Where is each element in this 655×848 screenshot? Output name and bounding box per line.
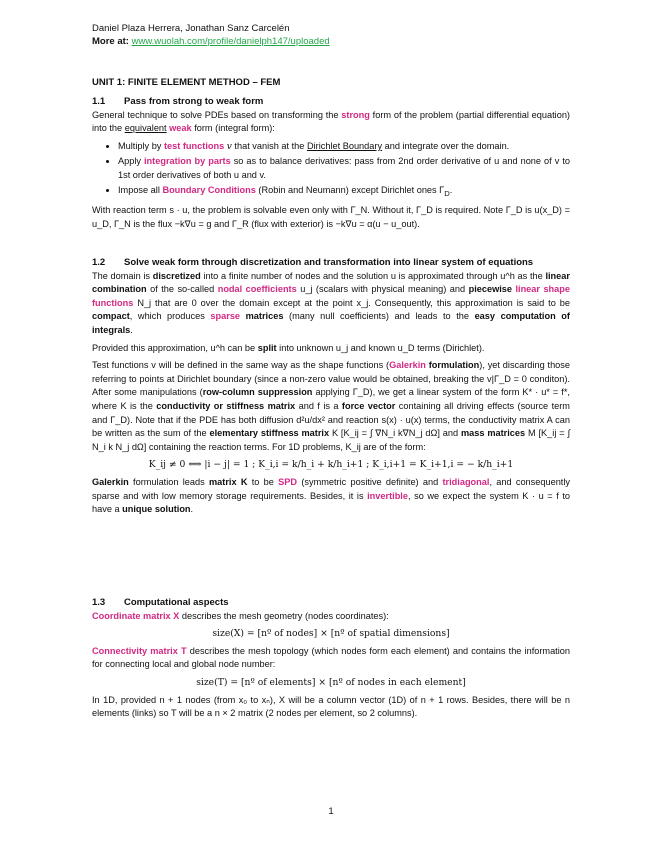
size-x-equation: size(X) = [nº of nodes] × [nº of spatial dimensions]	[212, 628, 450, 640]
spd-paragraph: Galerkin formulation leads matrix K to be SPD (symmetric positive definite) and tridiagonal, and consequently sparse and with low memory storage requirements. Besides, it is invertible, so we expect the system K · u = f to have a unique solution.	[92, 476, 570, 515]
section-1-1	[92, 95, 570, 235]
split-paragraph: Provided this approximation, u^h can be split into unknown u_j and known u_D terms (Dirichlet).	[92, 342, 485, 353]
reaction-note: With reaction term s · u, the problem is solvable even only with Γ_N. Without it, Γ_D is required. Note Γ_D is u(x_D) = u_D, Γ_N is the flux −k∇u = g and Γ_R (flux with exterior) is −k∇u = α(u − u_out).	[92, 204, 570, 229]
list-item: • Multiply by test functions v that vanish at the Dirichlet Boundary and integrate over the domain.	[118, 140, 570, 155]
document-page	[92, 0, 570, 848]
authors: Daniel Plaza Herrera, Jonathan Sanz Carcelén	[92, 23, 290, 34]
page-header	[92, 22, 330, 48]
section-1-3-heading: 1.3 Computational aspects	[92, 597, 229, 608]
discretization-paragraph: The domain is discretized into a finite number of nodes and the solution u is approximated through u^h as the linear combination of the so-called nodal coefficients u_j (scalars with physical meaning) and piecewise linear shape functions N_j that are 0 over the domain except at the point x_j. Consequently, this approximation is said to be compact, which produces sparse matrices (many null coefficients) and leads to the easy computation of integrals.	[92, 270, 570, 335]
more-at-line	[92, 35, 330, 48]
list-item: • Impose all Boundary Conditions (Robin and Neumann) except Dirichlet ones $\Gamma_D$.	[118, 184, 570, 200]
connectivity-matrix-paragraph: Connectivity matrix T describes the mesh topology (which nodes form each element) and contains the information for connecting local and global node number:	[92, 645, 570, 670]
more-at-label: More at:	[92, 36, 129, 47]
section-1-2	[92, 256, 570, 521]
galerkin-paragraph: Test functions v will be defined in the same way as the shape functions (Galerkin formulation), yet discarding those referring to points at Dirichlet boundary (since a non-zero value would be obtained, breaking the v|Γ_D = 0 conditon). After some manipulations (row-column suppression applying Γ_D), we get a linear system of the form K* · u* = f*, where K is the conductivity or stiffness matrix and f is a force vector containing all driving effects (source term and Γ_D). Note that if the PDE has both diffusion d²u/dx² and reaction s(x) · u(x) terms, the conductivity matrix A can be written as the sum of the elementary stiffness matrix K [K_ij = ∫ ∇N_i k∇N_j dΩ] and mass matrices M [K_ij = ∫ N_i k N_j dΩ] containing the reaction terms. For 1D problems, K_ij are of the form:	[92, 360, 570, 452]
stiffness-equation: K_ij ≠ 0 ⟺ |i − j| = 1 ; K_i,i = k/h_i + k/h_i+1 ; K_i,i+1 = K_i+1,i = − k/h_i+1	[148, 459, 514, 471]
section-number: 1.1	[92, 96, 106, 107]
unit-title: UNIT 1: FINITE ELEMENT METHOD – FEM	[92, 77, 281, 88]
section-1-2-heading: 1.2 Solve weak form through discretization and transformation into linear system of equations	[92, 257, 534, 268]
steps-list	[92, 140, 570, 200]
page-number: 1	[328, 806, 334, 817]
size-t-equation: size(T) = [nº of elements] × [nº of nodes in each element]	[196, 676, 466, 688]
profile-link[interactable]: www.wuolah.com/profile/danielph147/uploaded	[131, 36, 330, 47]
section-title: Pass from strong to weak form	[124, 96, 264, 107]
coordinate-matrix-paragraph: Coordinate matrix X describes the mesh geometry (nodes coordinates):	[92, 610, 389, 621]
section-1-3	[92, 596, 570, 725]
section-1-1-heading	[92, 95, 570, 109]
list-item: • Apply integration by parts so as to balance derivatives: pass from 2nd order derivative of u and none of v to 1st order derivatives of both u and v.	[118, 155, 570, 182]
final-paragraph: In 1D, provided n + 1 nodes (from x₀ to xₙ), X will be a column vector (1D) of n + 1 rows. Besides, there will be n elements (links) so T will be a n × 2 matrix (2 nodes per element, so 2 columns).	[92, 694, 570, 719]
section-1-1-intro: General technique to solve PDEs based on transforming the strong form of the problem (partial differential equation) into the equivalent weak form (integral form):	[92, 109, 570, 134]
